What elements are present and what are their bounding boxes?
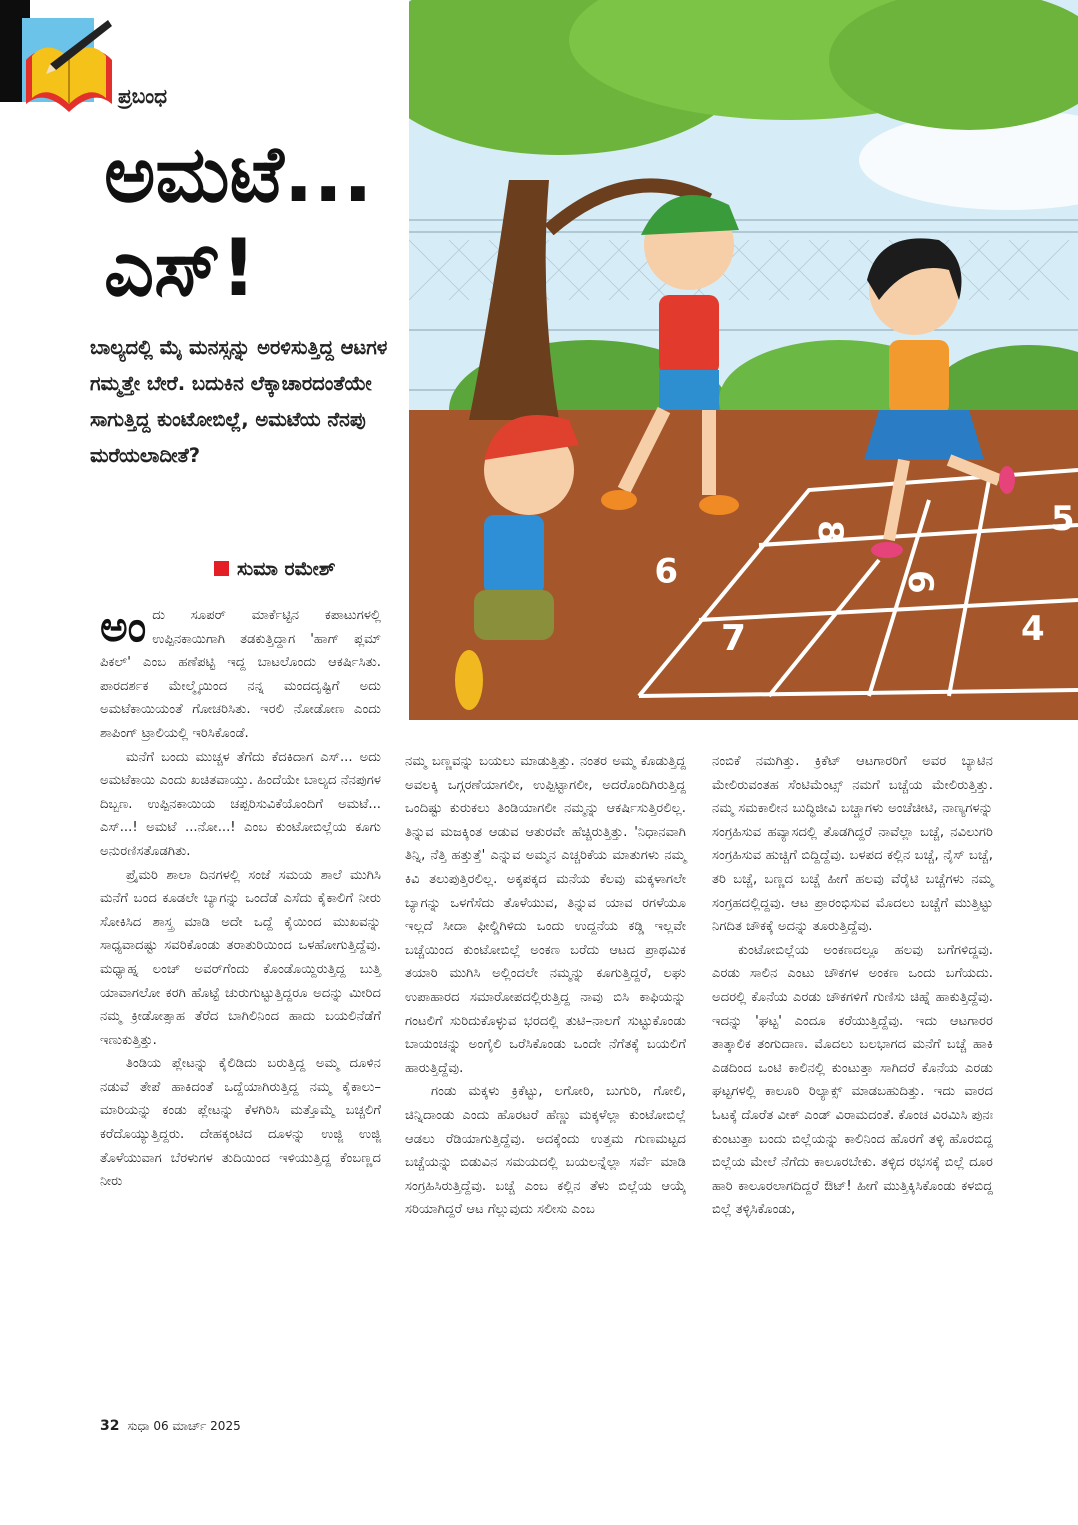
paragraph: ನಮ್ಮ ಬಣ್ಣವನ್ನು ಬಯಲು ಮಾಡುತ್ತಿತ್ತು. ನಂತರ ಅಮ್ಮ ಕೊಡುತ್ತಿದ್ದ ಅವಲಕ್ಕಿ ಒಗ್ಗರಣೆಯಾಗಲೀ, ಉಪ್ಪಿಟ್ಟಾಗಲೀ, ಅದರೊಂದಿಗಿರುತ್ತಿದ್ದ ಒಂದಿಷ್ಟು ಕುರುಕಲು ತಿಂಡಿಯಾಗಲೀ ನಮ್ಮನ್ನು ಆಕರ್ಷಿಸುತ್ತಿರಲಿಲ್ಲ. ತಿನ್ನುವ ಮಜಕ್ಕಿಂತ ಆಡುವ ಆತುರವೇ ಹೆಚ್ಚಿರುತ್ತಿತ್ತು. 'ನಿಧಾನವಾಗಿ ತಿನ್ನಿ, ನೆತ್ತಿ ಹತ್ತುತ್ತೆ' ಎನ್ನುವ ಅಮ್ಮನ ಎಚ್ಚರಿಕೆಯ ಮಾತುಗಳು ನಮ್ಮ ಕಿವಿ ತಲುಪುತ್ತಿರಲಿಲ್ಲ. ಅಕ್ಕಪಕ್ಕದ ಮನೆಯ ಕೆಲವು ಮಕ್ಕಳಾಗಲೇ ಬ್ಯಾಗನ್ನು ಒಳಗೆಸೆದು ತೊಳೆಯುವ, ತಿನ್ನುವ ಯಾವ ರಗಳೆಯೂ ಇಲ್ಲದೆ ಸೀದಾ ಫೀಲ್ಡಿಗಿಳಿದು ಒಂದು ಉದ್ದನೆಯ ಕಡ್ಡಿ ಇಲ್ಲವೇ ಬಚ್ಚೆಯಿಂದ ಕುಂಟೋಬಿಲ್ಲೆ ಅಂಕಣ ಬರೆದು ಆಟದ ಪ್ರಾಥಮಿಕ ತಯಾರಿ ಮುಗಿಸಿ ಅಲ್ಲಿಂದಲೇ ನಮ್ಮನ್ನು ಕೂಗುತ್ತಿದ್ದರೆ, ಲಘು ಉಪಾಹಾರದ ಸಮಾರೋಪದಲ್ಲಿರುತ್ತಿದ್ದ ನಾವು ಬಿಸಿ ಕಾಫಿಯನ್ನು ಗಂಟಲಿಗೆ ಸುರಿದುಕೊಳ್ಳುವ ಭರದಲ್ಲಿ ತುಟಿ–ನಾಲಗೆ ಸುಟ್ಟುಕೊಂಡು ಬಾಯಂಚನ್ನು ಅಂಗೈಲಿ ಒರೆಸಿಕೊಂಡು ಒಂದೇ ನೆಗೆತಕ್ಕೆ ಬಯಲಿಗೆ ಹಾರುತ್ತಿದ್ದೆವು. (405, 754, 686, 1076)
hopscotch-illustration (409, 0, 1078, 720)
hopscotch-number-5: 5 (1051, 499, 1075, 539)
article-intro: ಬಾಲ್ಯದಲ್ಲಿ ಮೈ ಮನಸ್ಸನ್ನು ಅರಳಿಸುತ್ತಿದ್ದ ಆಟಗಳ ಗಮ್ಮತ್ತೇ ಬೇರೆ. ಬದುಕಿನ ಲೆಕ್ಕಾಚಾರದಂತೆಯೇ ಸಾಗುತ್ತಿದ್ದ ಕುಂಟೋಬಿಲ್ಲೆ, ಅಮಟೆಯ ನೆನಪು ಮರೆಯಲಾದೀತೆ? (90, 336, 388, 467)
page-footer (100, 1418, 241, 1434)
paragraph (100, 604, 381, 746)
title-line-2: ಎಸ್! (104, 224, 257, 314)
paragraph: ನಂಬಿಕೆ ನಮಗಿತ್ತು. ಕ್ರಿಕೆಟ್ ಆಟಗಾರರಿಗೆ ಅವರ ಬ್ಯಾಟಿನ ಮೇಲಿರುವಂತಹ ಸೆಂಟಿಮೆಂಟ್ಸ್ ನಮಗೆ ಬಚ್ಚೆಯ ಮೇಲಿರುತ್ತಿತ್ತು. ನಮ್ಮ ಸಮಕಾಲೀನ ಬುದ್ಧಿಜೀವಿ ಬಚ್ಚಾಗಳು ಅಂಚೆಚೀಟಿ, ನಾಣ್ಯಗಳನ್ನು ಸಂಗ್ರಹಿಸುವ ಹವ್ಯಾಸದಲ್ಲಿ ತೊಡಗಿದ್ದರೆ ನಾವೆಲ್ಲಾ ಬಚ್ಚೆ, ನವಿಲುಗರಿ ಸಂಗ್ರಹಿಸುವ ಹುಚ್ಚಿಗೆ ಬಿದ್ದಿದ್ದೆವು. ಬಳಪದ ಕಲ್ಲಿನ ಬಚ್ಚೆ, ನೈಸ್ ಬಚ್ಚೆ, ತರಿ ಬಚ್ಚೆ, ಬಣ್ಣದ ಬಚ್ಚೆ ಹೀಗೆ ಹಲವು ವೆರೈಟಿ ಬಚ್ಚೆಗಳು ನಮ್ಮ ಸಂಗ್ರಹದಲ್ಲಿದ್ದವು. ಆಟ ಪ್ರಾರಂಭಿಸುವ ಮೊದಲು ಬಚ್ಚೆಗೆ ಮುತ್ತಿಟ್ಟು ನಿಗದಿತ ಚೌಕಕ್ಕೆ ಅದನ್ನು ತೂರುತ್ತಿದ್ದೆವು. (712, 754, 993, 935)
hopscotch-number-7: 7 (721, 618, 747, 659)
paragraph: ಕುಂಟೋಬಿಲ್ಲೆಯ ಅಂಕಣದಲ್ಲೂ ಹಲವು ಬಗೆಗಳಿದ್ದವು. ಎರಡು ಸಾಲಿನ ಎಂಟು ಚೌಕಗಳ ಅಂಕಣ ಒಂದು ಬಗೆಯದು. ಅದರಲ್ಲಿ ಕೊನೆಯ ಎರಡು ಚೌಕಗಳಿಗೆ ಗುಣಿಸು ಚಿಹ್ನೆ ಹಾಕುತ್ತಿದ್ದೆವು. ಇದನ್ನು 'ಘಟ್ಟ' ಎಂದೂ ಕರೆಯುತ್ತಿದ್ದೆವು. ಇದು ಆಟಗಾರರ ತಾತ್ಕಾಲಿಕ ತಂಗುದಾಣ. ಮೊದಲು ಬಲಭಾಗದ ಮನೆಗೆ ಬಚ್ಚೆ ಹಾಕಿ ಎಡದಿಂದ ಒಂಟಿ ಕಾಲಿನಲ್ಲಿ ಕುಂಟುತ್ತಾ ಸಾಗಿದರೆ ಕೊನೆಯ ಎರಡು ಘಟ್ಟಗಳಲ್ಲಿ ಕಾಲೂರಿ ರಿಲ್ಯಾಕ್ಸ್ ಮಾಡಬಹುದಿತ್ತು. ಇದು ವಾರದ ಓಟಕ್ಕೆ ದೊರೆತ ವೀಕ್ ಎಂಡ್ ವಿರಾಮದಂತೆ. ಕೊಂಚ ವಿರಮಿಸಿ ಪುನಃ ಕುಂಟುತ್ತಾ ಬಂದು ಬಿಲ್ಲೆಯನ್ನು ಕಾಲಿನಿಂದ ಹೊರಗೆ ತಳ್ಳಿ ಹೊರಬಿದ್ದ ಬಿಲ್ಲೆಯ ಮೇಲೆ ನೆಗೆದು ಕಾಲೂರಬೇಕು. ತಳ್ಳಿದ ರಭಸಕ್ಕೆ ಬಿಲ್ಲೆ ದೂರ ಹಾರಿ ಕಾಲೂರಲಾಗದಿದ್ದರೆ ಔಟ್! ಹೀಗೆ ಮುತ್ತಿಕ್ಕಿಸಿಕೊಂಡು ಕಳಬಿದ್ದ ಬಿಲ್ಲೆ ತಳ್ಳಿಸಿಕೊಂಡು, (712, 942, 993, 1218)
hopscotch-number-8: 8 (810, 520, 850, 544)
article-column-2 (405, 750, 686, 1222)
paragraph: ತಿಂಡಿಯ ಪ್ಲೇಟನ್ನು ಕೈಲಿಡಿದು ಬರುತ್ತಿದ್ದ ಅಮ್ಮ ದೂಳಿನ ನಡುವೆ ತೇಪೆ ಹಾಕಿದಂತೆ ಒದ್ದೆಯಾಗಿರುತ್ತಿದ್ದ ನಮ್ಮ ಕೈಕಾಲು–ಮಾರಿಯನ್ನು ಕಂಡು ಪ್ಲೇಟನ್ನು ಕೆಳಗಿರಿಸಿ ಮತ್ತೊಮ್ಮೆ ಬಚ್ಚಲಿಗೆ ಕರೆದೊಯ್ಯುತ್ತಿದ್ದರು. ದೇಹಕ್ಕಂಟಿದ ದೂಳನ್ನು ಉಜ್ಜಿ ಉಜ್ಜಿ ತೊಳೆಯುವಾಗ ಬೆರಳುಗಳ ತುದಿಯಿಂದ ಇಳಿಯುತ್ತಿದ್ದ ಕೆಂಬಣ್ಣದ ನೀರು (100, 1056, 381, 1190)
author-name: ಸುಮಾ ರಮೇಶ್ (237, 558, 336, 580)
article-column-3 (712, 750, 993, 1222)
title-line-1: ಅಮಟೆ... (104, 130, 373, 220)
hopscotch-number-9: 9 (654, 549, 678, 589)
drop-cap: ಅಂ (100, 602, 147, 651)
article-title (104, 128, 414, 316)
hopscotch-number-6: 6 (900, 570, 940, 594)
article-column-1 (100, 604, 381, 1194)
issue-date: 06 ಮಾರ್ಚ್ 2025 (153, 1419, 241, 1433)
magazine-name: ಸುಧಾ (127, 1419, 150, 1433)
paragraph-text: ದು ಸೂಪರ್ ಮಾರ್ಕೆಟ್ಟಿನ ಕಪಾಟುಗಳಲ್ಲಿ ಉಪ್ಪಿನಕಾಯಿಗಾಗಿ ತಡಕುತ್ತಿದ್ದಾಗ 'ಹಾಗ್ ಪ್ಲಮ್ ಪಿಕಲ್' ಎಂಬ ಹಣೆಪಟ್ಟಿ ಇದ್ದ ಬಾಟಲೊಂದು ಆಕರ್ಷಿಸಿತು. ಪಾರದರ್ಶಕ ಮೇಲ್ಮೈಯಿಂದ ನನ್ನ ಮಂದದೃಷ್ಟಿಗೆ ಅದು ಅಮಟೆಕಾಯಿಯಂತೆ ಗೋಚರಿಸಿತು. ಇರಲಿ ನೋಡೋಣ ಎಂದು ಶಾಪಿಂಗ್ ಟ್ರಾಲಿಯಲ್ಲಿ ಇರಿಸಿಕೊಂಡೆ. (100, 608, 381, 741)
pen-book-logo-icon (22, 0, 116, 122)
paragraph: ಗಂಡು ಮಕ್ಕಳು ಕ್ರಿಕೆಟ್ಟು, ಲಗೋರಿ, ಬುಗುರಿ, ಗೋಲಿ, ಚಿನ್ನಿದಾಂಡು ಎಂದು ಹೊರಟರೆ ಹೆಣ್ಣು ಮಕ್ಕಳೆಲ್ಲಾ ಕುಂಟೋಬಿಲ್ಲೆ ಆಡಲು ರೆಡಿಯಾಗುತ್ತಿದ್ದೆವು. ಅದಕ್ಕೆಂದು ಉತ್ತಮ ಗುಣಮಟ್ಟದ ಬಚ್ಚೆಯನ್ನು ಬಿಡುವಿನ ಸಮಯದಲ್ಲಿ ಬಯಲನ್ನೆಲ್ಲಾ ಸರ್ವೆ ಮಾಡಿ ಸಂಗ್ರಹಿಸಿರುತ್ತಿದ್ದೆವು. ಬಚ್ಚೆ ಎಂಬ ಕಲ್ಲಿನ ತೆಳು ಬಿಲ್ಲೆಯ ಆಯ್ಕೆ ಸರಿಯಾಗಿದ್ದರೆ ಆಟ ಗೆಲ್ಲುವುದು ಸಲೀಸು ಎಂಬ (405, 1084, 686, 1218)
author-byline (214, 558, 335, 580)
section-label: ಪ್ರಬಂಧ (118, 84, 168, 108)
paragraph: ಮನೆಗೆ ಬಂದು ಮುಚ್ಚಳ ತೆಗೆದು ಕೆದಕಿದಾಗ ಎಸ್... ಅದು ಅಮಟೆಕಾಯಿ ಎಂದು ಖಚಿತವಾಯ್ತು. ಹಿಂದೆಯೇ ಬಾಲ್ಯದ ನೆನಪುಗಳ ದಿಬ್ಬಣ. ಉಪ್ಪಿನಕಾಯಿಯ ಚಪ್ಪರಿಸುವಿಕೆಯೊಂದಿಗೆ ಅಮಟೆ... ಎಸ್...! ಅಮಟೆ ...ನೋ...! ಎಂಬ ಕುಂಟೋಬಿಲ್ಲೆಯ ಕೂಗು ಅನುರಣಿಸತೊಡಗಿತು. (100, 749, 381, 859)
hopscotch-number-4: 4 (1021, 609, 1045, 649)
byline-marker-icon (214, 561, 229, 576)
page-number: 32 (100, 1418, 120, 1434)
paragraph: ಪ್ರೈಮರಿ ಶಾಲಾ ದಿನಗಳಲ್ಲಿ ಸಂಜೆ ಸಮಯ ಶಾಲೆ ಮುಗಿಸಿ ಮನೆಗೆ ಬಂದ ಕೂಡಲೇ ಬ್ಯಾಗನ್ನು ಒಂದೆಡೆ ಎಸೆದು ಕೈಕಾಲಿಗೆ ನೀರು ಸೋಕಿಸಿದ ಶಾಸ್ತ್ರ ಮಾಡಿ ಅದೇ ಒದ್ದೆ ಕೈಯಿಂದ ಮುಖವನ್ನು ಸಾಧ್ಯವಾದಷ್ಟು ಸವರಿಕೊಂಡು ತರಾತುರಿಯಿಂದ ಒಳಹೋಗುತ್ತಿದ್ದೆವು. ಮಧ್ಯಾಹ್ನ ಲಂಚ್ ಅವರ್‌ಗೆಂದು ಕೊಂಡೊಯ್ದಿರುತ್ತಿದ್ದ ಬುತ್ತಿ ಯಾವಾಗಲೋ ಕರಗಿ ಹೊಟ್ಟೆ ಚುರುಗುಟ್ಟುತ್ತಿದ್ದರೂ ಅದನ್ನು ಮೀರಿದ ನಮ್ಮ ಕ್ರೀಡೋತ್ಸಾಹ ತೆರೆದ ಬಾಗಿಲಿನಿಂದ ಹಾದು ಬಯಲಿನೆಡೆಗೆ ಇಣುಕುತ್ತಿತ್ತು. (100, 867, 381, 1048)
